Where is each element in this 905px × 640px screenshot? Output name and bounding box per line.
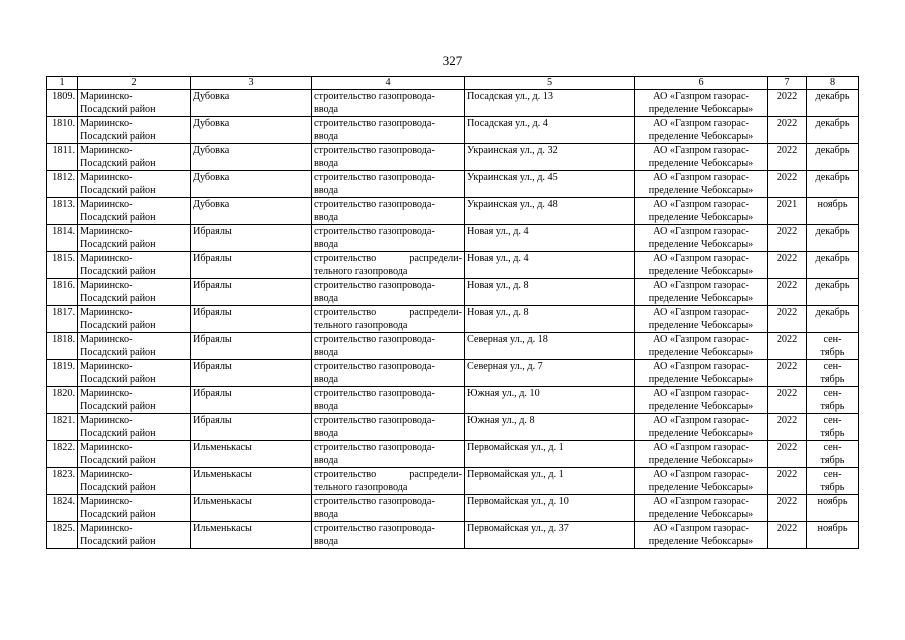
- work-type-cell: [312, 468, 465, 495]
- year-cell: 2022: [768, 144, 807, 171]
- locality-cell: Дубовка: [191, 90, 312, 117]
- month-cell: [807, 441, 859, 468]
- address-cell: Южная ул., д. 8: [465, 414, 635, 441]
- organization-cell: [635, 117, 768, 144]
- organization-cell: [635, 360, 768, 387]
- address-cell: Первомайская ул., д. 1: [465, 468, 635, 495]
- organization-cell: [635, 333, 768, 360]
- table-row: [47, 306, 859, 333]
- cell-line: Посадский район: [80, 293, 156, 304]
- district-cell: [78, 225, 191, 252]
- cell-line: Мариинско-: [80, 469, 133, 480]
- cell-line: ввода: [314, 401, 339, 412]
- address-cell: Посадская ул., д. 4: [465, 117, 635, 144]
- cell-line: АО «Газпром газорас-: [653, 415, 749, 426]
- cell-line: пределение Чебоксары»: [648, 401, 754, 412]
- cell-line: АО «Газпром газорас-: [653, 523, 749, 534]
- year-cell: 2022: [768, 414, 807, 441]
- address-cell: Северная ул., д. 18: [465, 333, 635, 360]
- cell-line: декабрь: [815, 280, 850, 291]
- district-cell: [78, 117, 191, 144]
- cell-line: Посадский район: [80, 104, 156, 115]
- cell-line: ноябрь: [817, 199, 848, 210]
- district-cell: [78, 414, 191, 441]
- cell-line: декабрь: [815, 172, 850, 183]
- organization-cell: [635, 198, 768, 225]
- table-row: [47, 171, 859, 198]
- cell-line: сен-: [823, 361, 842, 372]
- address-cell: Украинская ул., д. 48: [465, 198, 635, 225]
- cell-line: ввода: [314, 131, 339, 142]
- cell-line: пределение Чебоксары»: [648, 374, 754, 385]
- column-header: 7: [768, 77, 807, 90]
- cell-line: Мариинско-: [80, 496, 133, 507]
- cell-line: пределение Чебоксары»: [648, 347, 754, 358]
- row-number: 1822.: [47, 441, 78, 468]
- month-cell: [807, 117, 859, 144]
- address-cell: Новая ул., д. 8: [465, 279, 635, 306]
- address-cell: Новая ул., д. 4: [465, 225, 635, 252]
- cell-line: пределение Чебоксары»: [648, 482, 754, 493]
- cell-line: строительство газопровода-: [314, 145, 435, 156]
- cell-line: строительство распредели-: [314, 469, 462, 480]
- cell-line: ввода: [314, 185, 339, 196]
- cell-line: АО «Газпром газорас-: [653, 334, 749, 345]
- cell-line: АО «Газпром газорас-: [653, 280, 749, 291]
- row-number: 1825.: [47, 522, 78, 549]
- cell-line: сен-: [823, 469, 842, 480]
- column-header: 3: [191, 77, 312, 90]
- cell-line: декабрь: [815, 145, 850, 156]
- address-cell: Новая ул., д. 4: [465, 252, 635, 279]
- year-cell: 2022: [768, 279, 807, 306]
- address-cell: Первомайская ул., д. 10: [465, 495, 635, 522]
- cell-line: ввода: [314, 509, 339, 520]
- year-cell: 2022: [768, 225, 807, 252]
- row-number: 1819.: [47, 360, 78, 387]
- cell-line: АО «Газпром газорас-: [653, 388, 749, 399]
- organization-cell: [635, 90, 768, 117]
- cell-line: Посадский район: [80, 266, 156, 277]
- year-cell: 2022: [768, 495, 807, 522]
- district-cell: [78, 468, 191, 495]
- cell-line: строительство газопровода-: [314, 280, 435, 291]
- year-cell: 2021: [768, 198, 807, 225]
- work-type-cell: [312, 306, 465, 333]
- cell-line: Мариинско-: [80, 280, 133, 291]
- cell-line: Посадский район: [80, 536, 156, 547]
- organization-cell: [635, 225, 768, 252]
- work-type-cell: [312, 495, 465, 522]
- cell-line: строительство газопровода-: [314, 91, 435, 102]
- column-header: 4: [312, 77, 465, 90]
- cell-line: ноябрь: [817, 496, 848, 507]
- cell-line: тельного газопровода: [314, 320, 408, 331]
- month-cell: [807, 468, 859, 495]
- year-cell: 2022: [768, 333, 807, 360]
- cell-line: строительство газопровода-: [314, 496, 435, 507]
- district-cell: [78, 252, 191, 279]
- cell-line: строительство газопровода-: [314, 199, 435, 210]
- district-cell: [78, 360, 191, 387]
- cell-line: тельного газопровода: [314, 266, 408, 277]
- district-cell: [78, 90, 191, 117]
- address-cell: Южная ул., д. 10: [465, 387, 635, 414]
- cell-line: тябрь: [820, 401, 845, 412]
- address-cell: Украинская ул., д. 45: [465, 171, 635, 198]
- cell-line: ввода: [314, 428, 339, 439]
- district-cell: [78, 441, 191, 468]
- month-cell: [807, 90, 859, 117]
- work-type-cell: [312, 252, 465, 279]
- cell-line: тельного газопровода: [314, 482, 408, 493]
- cell-line: пределение Чебоксары»: [648, 536, 754, 547]
- year-cell: 2022: [768, 360, 807, 387]
- organization-cell: [635, 279, 768, 306]
- cell-line: ввода: [314, 455, 339, 466]
- cell-line: Мариинско-: [80, 199, 133, 210]
- locality-cell: Ибраялы: [191, 360, 312, 387]
- cell-line: Мариинско-: [80, 172, 133, 183]
- table-row: [47, 387, 859, 414]
- month-cell: [807, 252, 859, 279]
- cell-line: Мариинско-: [80, 388, 133, 399]
- cell-line: пределение Чебоксары»: [648, 293, 754, 304]
- year-cell: 2022: [768, 387, 807, 414]
- organization-cell: [635, 252, 768, 279]
- locality-cell: Ильменькасы: [191, 495, 312, 522]
- cell-line: сен-: [823, 442, 842, 453]
- district-cell: [78, 495, 191, 522]
- page-number: 327: [442, 53, 463, 68]
- cell-line: пределение Чебоксары»: [648, 266, 754, 277]
- cell-line: тябрь: [820, 455, 845, 466]
- row-number: 1810.: [47, 117, 78, 144]
- cell-line: декабрь: [815, 118, 850, 129]
- table-row: [47, 252, 859, 279]
- cell-line: ввода: [314, 536, 339, 547]
- cell-line: строительство газопровода-: [314, 118, 435, 129]
- month-cell: [807, 522, 859, 549]
- address-cell: Новая ул., д. 8: [465, 306, 635, 333]
- row-number: 1815.: [47, 252, 78, 279]
- work-type-cell: [312, 360, 465, 387]
- row-number: 1821.: [47, 414, 78, 441]
- work-type-cell: [312, 522, 465, 549]
- cell-line: декабрь: [815, 91, 850, 102]
- cell-line: Посадский район: [80, 239, 156, 250]
- month-cell: [807, 225, 859, 252]
- year-cell: 2022: [768, 171, 807, 198]
- cell-line: Мариинско-: [80, 91, 133, 102]
- row-number: 1809.: [47, 90, 78, 117]
- organization-cell: [635, 441, 768, 468]
- cell-line: Посадский район: [80, 131, 156, 142]
- cell-line: ввода: [314, 158, 339, 169]
- cell-line: строительство газопровода-: [314, 226, 435, 237]
- locality-cell: Ибраялы: [191, 333, 312, 360]
- cell-line: строительство распредели-: [314, 253, 462, 264]
- cell-line: Посадский район: [80, 401, 156, 412]
- cell-line: пределение Чебоксары»: [648, 239, 754, 250]
- address-cell: Украинская ул., д. 32: [465, 144, 635, 171]
- table-row: [47, 360, 859, 387]
- work-type-cell: [312, 90, 465, 117]
- table-row: [47, 441, 859, 468]
- month-cell: [807, 198, 859, 225]
- cell-line: строительство распредели-: [314, 307, 462, 318]
- row-number: 1813.: [47, 198, 78, 225]
- district-cell: [78, 522, 191, 549]
- locality-cell: Ильменькасы: [191, 522, 312, 549]
- year-cell: 2022: [768, 468, 807, 495]
- month-cell: [807, 171, 859, 198]
- month-cell: [807, 279, 859, 306]
- locality-cell: Дубовка: [191, 198, 312, 225]
- organization-cell: [635, 387, 768, 414]
- year-cell: 2022: [768, 117, 807, 144]
- locality-cell: Ибраялы: [191, 279, 312, 306]
- table-row: [47, 90, 859, 117]
- locality-cell: Ибраялы: [191, 306, 312, 333]
- district-cell: [78, 198, 191, 225]
- cell-line: АО «Газпром газорас-: [653, 442, 749, 453]
- table-row: [47, 522, 859, 549]
- cell-line: строительство газопровода-: [314, 388, 435, 399]
- year-cell: 2022: [768, 90, 807, 117]
- table-row: [47, 333, 859, 360]
- cell-line: Мариинско-: [80, 415, 133, 426]
- organization-cell: [635, 468, 768, 495]
- cell-line: сен-: [823, 388, 842, 399]
- column-header: 5: [465, 77, 635, 90]
- cell-line: Мариинско-: [80, 334, 133, 345]
- address-cell: Первомайская ул., д. 1: [465, 441, 635, 468]
- cell-line: декабрь: [815, 307, 850, 318]
- cell-line: Посадский район: [80, 185, 156, 196]
- locality-cell: Ильменькасы: [191, 441, 312, 468]
- cell-line: пределение Чебоксары»: [648, 185, 754, 196]
- cell-line: Мариинско-: [80, 118, 133, 129]
- column-header: 6: [635, 77, 768, 90]
- cell-line: пределение Чебоксары»: [648, 320, 754, 331]
- cell-line: Посадский район: [80, 158, 156, 169]
- cell-line: АО «Газпром газорас-: [653, 307, 749, 318]
- column-number-header-row: [47, 77, 859, 90]
- cell-line: строительство газопровода-: [314, 172, 435, 183]
- cell-line: Мариинско-: [80, 361, 133, 372]
- cell-line: АО «Газпром газорас-: [653, 118, 749, 129]
- cell-line: Посадский район: [80, 482, 156, 493]
- month-cell: [807, 414, 859, 441]
- cell-line: строительство газопровода-: [314, 334, 435, 345]
- address-cell: Северная ул., д. 7: [465, 360, 635, 387]
- cell-line: декабрь: [815, 253, 850, 264]
- cell-line: тябрь: [820, 347, 845, 358]
- cell-line: Мариинско-: [80, 442, 133, 453]
- row-number: 1818.: [47, 333, 78, 360]
- organization-cell: [635, 495, 768, 522]
- work-type-cell: [312, 333, 465, 360]
- row-number: 1820.: [47, 387, 78, 414]
- gas-pipeline-table: [46, 76, 859, 549]
- organization-cell: [635, 414, 768, 441]
- cell-line: Мариинско-: [80, 145, 133, 156]
- cell-line: Мариинско-: [80, 226, 133, 237]
- cell-line: Мариинско-: [80, 253, 133, 264]
- cell-line: ввода: [314, 212, 339, 223]
- locality-cell: Ибраялы: [191, 387, 312, 414]
- table-row: [47, 225, 859, 252]
- row-number: 1811.: [47, 144, 78, 171]
- cell-line: пределение Чебоксары»: [648, 104, 754, 115]
- district-cell: [78, 387, 191, 414]
- column-header: 8: [807, 77, 859, 90]
- cell-line: тябрь: [820, 374, 845, 385]
- table-row: [47, 198, 859, 225]
- month-cell: [807, 360, 859, 387]
- work-type-cell: [312, 144, 465, 171]
- work-type-cell: [312, 225, 465, 252]
- cell-line: строительство газопровода-: [314, 415, 435, 426]
- locality-cell: Дубовка: [191, 117, 312, 144]
- cell-line: ноябрь: [817, 523, 848, 534]
- locality-cell: Дубовка: [191, 144, 312, 171]
- cell-line: тябрь: [820, 428, 845, 439]
- cell-line: пределение Чебоксары»: [648, 158, 754, 169]
- district-cell: [78, 279, 191, 306]
- locality-cell: Дубовка: [191, 171, 312, 198]
- row-number: 1816.: [47, 279, 78, 306]
- cell-line: пределение Чебоксары»: [648, 455, 754, 466]
- work-type-cell: [312, 279, 465, 306]
- work-type-cell: [312, 387, 465, 414]
- month-cell: [807, 333, 859, 360]
- cell-line: строительство газопровода-: [314, 442, 435, 453]
- month-cell: [807, 495, 859, 522]
- cell-line: Мариинско-: [80, 307, 133, 318]
- organization-cell: [635, 171, 768, 198]
- month-cell: [807, 144, 859, 171]
- row-number: 1817.: [47, 306, 78, 333]
- cell-line: АО «Газпром газорас-: [653, 91, 749, 102]
- column-header: 2: [78, 77, 191, 90]
- row-number: 1824.: [47, 495, 78, 522]
- cell-line: пределение Чебоксары»: [648, 212, 754, 223]
- work-type-cell: [312, 414, 465, 441]
- row-number: 1814.: [47, 225, 78, 252]
- cell-line: ввода: [314, 347, 339, 358]
- cell-line: АО «Газпром газорас-: [653, 199, 749, 210]
- table-row: [47, 495, 859, 522]
- year-cell: 2022: [768, 252, 807, 279]
- cell-line: Посадский район: [80, 428, 156, 439]
- cell-line: Посадский район: [80, 455, 156, 466]
- cell-line: пределение Чебоксары»: [648, 131, 754, 142]
- locality-cell: Ибраялы: [191, 252, 312, 279]
- organization-cell: [635, 144, 768, 171]
- cell-line: АО «Газпром газорас-: [653, 253, 749, 264]
- locality-cell: Ибраялы: [191, 414, 312, 441]
- cell-line: АО «Газпром газорас-: [653, 361, 749, 372]
- cell-line: ввода: [314, 374, 339, 385]
- organization-cell: [635, 306, 768, 333]
- address-cell: Посадская ул., д. 13: [465, 90, 635, 117]
- cell-line: Посадский район: [80, 320, 156, 331]
- work-type-cell: [312, 198, 465, 225]
- address-cell: Первомайская ул., д. 37: [465, 522, 635, 549]
- month-cell: [807, 306, 859, 333]
- cell-line: тябрь: [820, 482, 845, 493]
- year-cell: 2022: [768, 306, 807, 333]
- year-cell: 2022: [768, 441, 807, 468]
- row-number: 1823.: [47, 468, 78, 495]
- table-row: [47, 117, 859, 144]
- cell-line: Посадский район: [80, 374, 156, 385]
- cell-line: ввода: [314, 293, 339, 304]
- district-cell: [78, 306, 191, 333]
- cell-line: пределение Чебоксары»: [648, 428, 754, 439]
- cell-line: АО «Газпром газорас-: [653, 172, 749, 183]
- cell-line: ввода: [314, 239, 339, 250]
- district-cell: [78, 171, 191, 198]
- organization-cell: [635, 522, 768, 549]
- cell-line: АО «Газпром газорас-: [653, 496, 749, 507]
- row-number: 1812.: [47, 171, 78, 198]
- locality-cell: Ибраялы: [191, 225, 312, 252]
- cell-line: Посадский район: [80, 347, 156, 358]
- table-row: [47, 468, 859, 495]
- district-cell: [78, 144, 191, 171]
- cell-line: Посадский район: [80, 212, 156, 223]
- cell-line: пределение Чебоксары»: [648, 509, 754, 520]
- cell-line: Посадский район: [80, 509, 156, 520]
- locality-cell: Ильменькасы: [191, 468, 312, 495]
- table-row: [47, 414, 859, 441]
- year-cell: 2022: [768, 522, 807, 549]
- cell-line: ввода: [314, 104, 339, 115]
- work-type-cell: [312, 171, 465, 198]
- column-header: 1: [47, 77, 78, 90]
- cell-line: строительство газопровода-: [314, 523, 435, 534]
- cell-line: сен-: [823, 334, 842, 345]
- work-type-cell: [312, 441, 465, 468]
- cell-line: Мариинско-: [80, 523, 133, 534]
- cell-line: АО «Газпром газорас-: [653, 469, 749, 480]
- cell-line: строительство газопровода-: [314, 361, 435, 372]
- cell-line: АО «Газпром газорас-: [653, 226, 749, 237]
- cell-line: АО «Газпром газорас-: [653, 145, 749, 156]
- district-cell: [78, 333, 191, 360]
- cell-line: декабрь: [815, 226, 850, 237]
- work-type-cell: [312, 117, 465, 144]
- cell-line: сен-: [823, 415, 842, 426]
- table-row: [47, 144, 859, 171]
- month-cell: [807, 387, 859, 414]
- table-row: [47, 279, 859, 306]
